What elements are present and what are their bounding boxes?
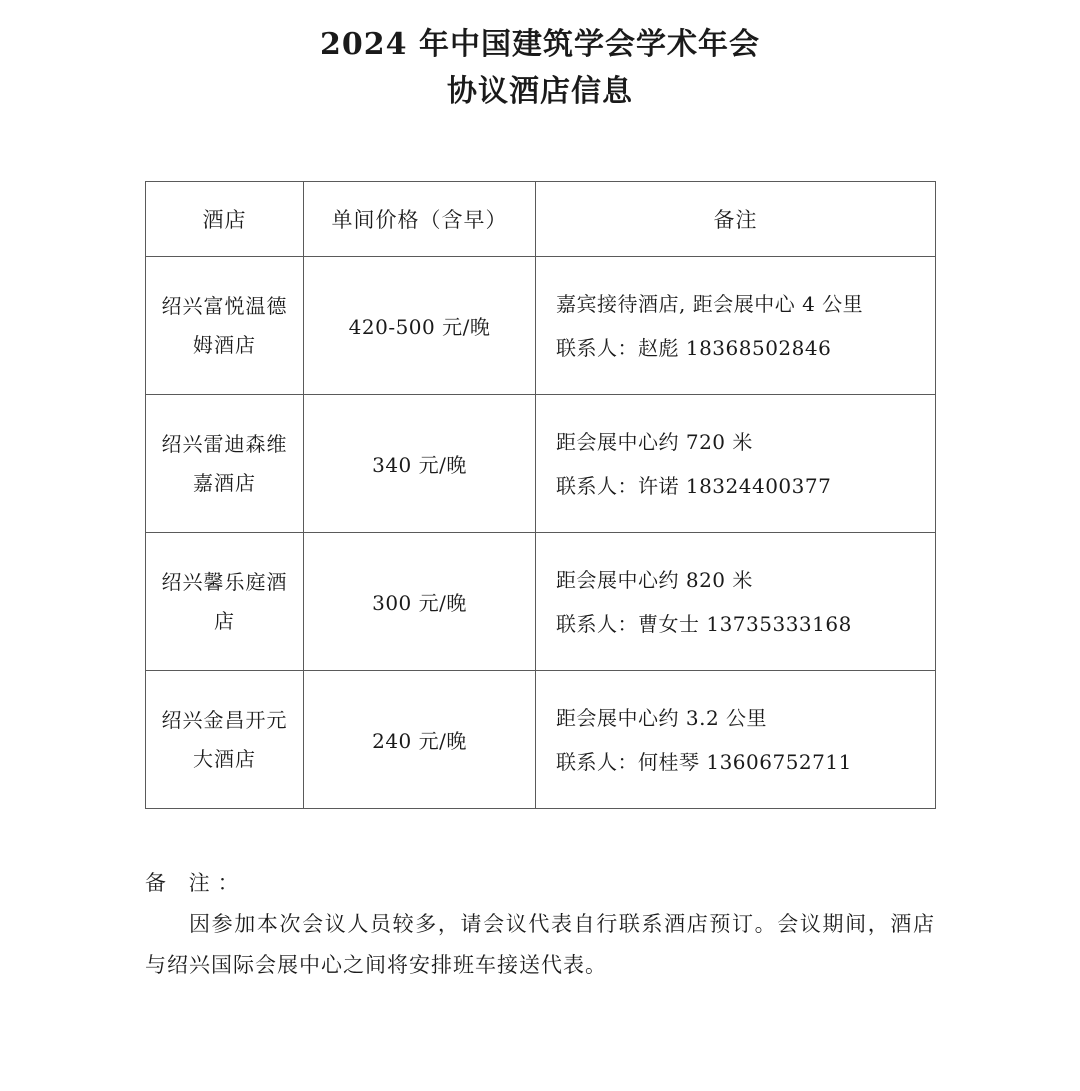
table-body xyxy=(146,257,936,809)
column-header-note: 备注 xyxy=(536,182,936,257)
note-line: 距会展中心约 820 米 xyxy=(556,567,753,592)
column-header-hotel: 酒店 xyxy=(146,182,304,257)
hotel-table xyxy=(145,181,936,809)
cell-hotel-price: 300 元/晚 xyxy=(304,533,536,671)
column-header-price: 单间价格（含早） xyxy=(304,182,536,257)
page-title-line-1: 2024 年中国建筑学会学术年会 xyxy=(320,27,760,62)
table-row xyxy=(146,671,936,809)
cell-hotel-name: 绍兴金昌开元大酒店 xyxy=(146,671,304,809)
page-title xyxy=(0,0,1080,115)
note-line: 联系人：许诺 18324400377 xyxy=(556,473,832,498)
remarks-body: 因参加本次会议人员较多，请会议代表自行联系酒店预订。会议期间，酒店与绍兴国际会展中心之间将安排班车接送代表。 xyxy=(145,911,935,977)
remarks-label: 备 注： xyxy=(145,871,247,895)
cell-hotel-price: 420-500 元/晚 xyxy=(304,257,536,395)
cell-hotel-price: 240 元/晚 xyxy=(304,671,536,809)
cell-hotel-note xyxy=(536,395,936,533)
cell-hotel-note xyxy=(536,257,936,395)
table-row xyxy=(146,395,936,533)
table-header-row xyxy=(146,182,936,257)
note-line: 距会展中心约 3.2 公里 xyxy=(556,705,768,730)
cell-hotel-note xyxy=(536,671,936,809)
note-line: 联系人：何桂琴 13606752711 xyxy=(556,749,852,774)
cell-hotel-note xyxy=(536,533,936,671)
note-line: 嘉宾接待酒店, 距会展中心 4 公里 xyxy=(556,291,864,316)
note-line: 联系人：赵彪 18368502846 xyxy=(556,335,832,360)
note-line: 距会展中心约 720 米 xyxy=(556,429,753,454)
remarks-section xyxy=(145,809,935,986)
page-title-line-2: 协议酒店信息 xyxy=(447,73,633,109)
table-header xyxy=(146,182,936,257)
note-line: 联系人：曹女士 13735333168 xyxy=(556,611,852,636)
cell-hotel-name: 绍兴雷迪森维嘉酒店 xyxy=(146,395,304,533)
table-row xyxy=(146,533,936,671)
table-row xyxy=(146,257,936,395)
hotel-table-wrapper xyxy=(145,115,935,809)
cell-hotel-name: 绍兴富悦温德姆酒店 xyxy=(146,257,304,395)
cell-hotel-name: 绍兴馨乐庭酒店 xyxy=(146,533,304,671)
cell-hotel-price: 340 元/晚 xyxy=(304,395,536,533)
